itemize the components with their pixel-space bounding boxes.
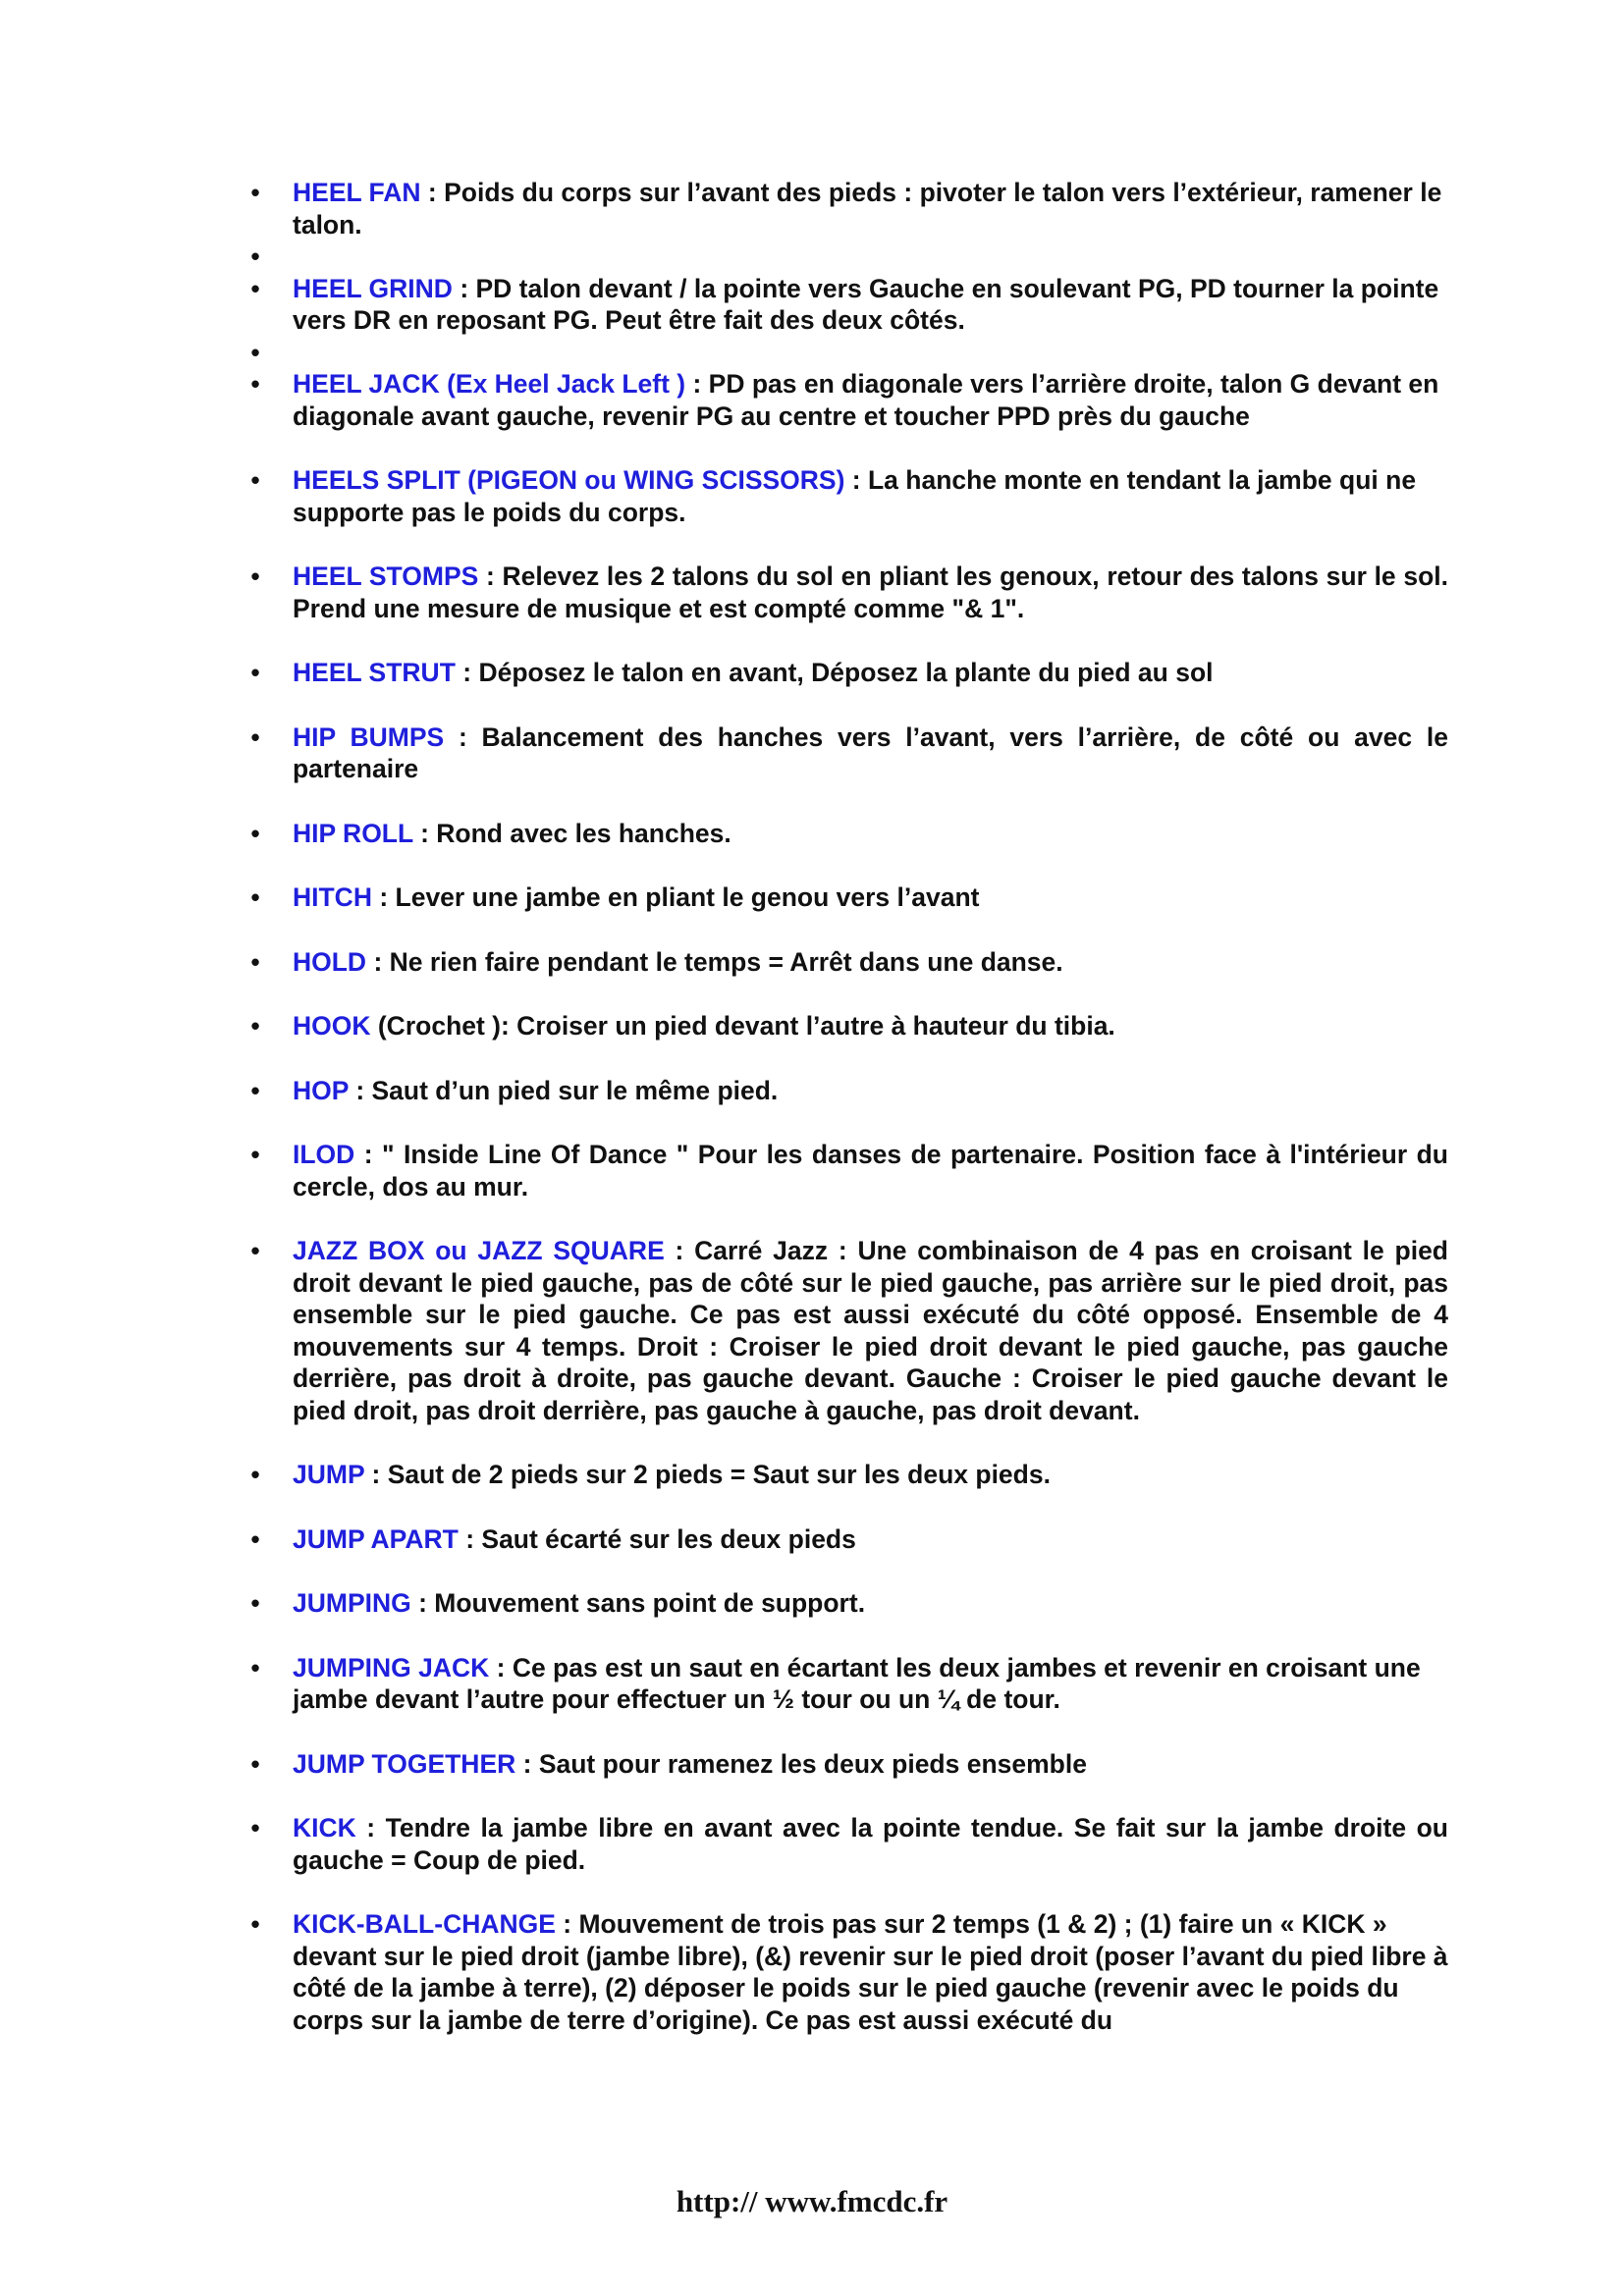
list-item bbox=[245, 273, 1448, 337]
bullet-icon: • bbox=[250, 273, 260, 303]
glossary-definition: : PD pas en diagonale vers l’arrière droite, talon G devant en diagonale avant gauche, revenir PG au centre et toucher PPD près du gauche bbox=[293, 369, 1439, 431]
glossary-term: HIP BUMPS bbox=[293, 721, 445, 752]
glossary-definition: : Relevez les 2 talons du sol en pliant les genoux, retour des talons sur le sol. Prend une mesure de musique et est compté comme "& 1". bbox=[293, 561, 1449, 623]
glossary-term: JAZZ BOX ou JAZZ SQUARE bbox=[293, 1236, 665, 1265]
glossary-definition: : Saut écarté sur les deux pieds bbox=[458, 1523, 856, 1554]
glossary-definition: : Rond avec les hanches. bbox=[412, 818, 731, 848]
glossary-definition: : PD talon devant / la pointe vers Gauche en soulevant PG, PD tourner la pointe vers DR en reposant PG. Peut être fait des deux côtés. bbox=[293, 273, 1439, 335]
list-item bbox=[245, 946, 1448, 979]
list-item bbox=[245, 1908, 1448, 2036]
list-item bbox=[245, 464, 1448, 528]
glossary-term: ILOD bbox=[293, 1140, 355, 1169]
list-item bbox=[245, 1075, 1448, 1107]
glossary-definition: : Saut de 2 pieds sur 2 pieds = Saut sur les deux pieds. bbox=[364, 1460, 1051, 1489]
glossary-definition: : " Inside Line Of Dance " Pour les danses de partenaire. Position face à l'intérieur du cercle, dos au mur. bbox=[293, 1140, 1448, 1201]
list-item bbox=[245, 240, 1448, 273]
bullet-icon: • bbox=[250, 1813, 260, 1842]
glossary-term: JUMP APART bbox=[293, 1523, 459, 1554]
glossary-term: HEEL GRIND bbox=[293, 273, 453, 303]
bullet-icon: • bbox=[250, 1523, 260, 1554]
glossary-term: HEEL STRUT bbox=[293, 658, 456, 687]
glossary-definition: : Ne rien faire pendant le temps = Arrêt dans une danse. bbox=[366, 946, 1063, 977]
glossary-term: HEELS SPLIT (PIGEON ou WING SCISSORS) bbox=[293, 465, 845, 495]
glossary-definition: (Crochet ): Croiser un pied devant l’autre à hauteur du tibia. bbox=[370, 1011, 1115, 1041]
list-item bbox=[245, 1523, 1448, 1556]
bullet-icon: • bbox=[250, 561, 260, 591]
glossary-definition: : Balancement des hanches vers l’avant, vers l’arrière, de côté ou avec le partenaire bbox=[293, 721, 1448, 783]
bullet-icon: • bbox=[250, 1909, 260, 1939]
list-item bbox=[245, 1652, 1448, 1716]
list-item bbox=[245, 818, 1448, 850]
bullet-icon: • bbox=[250, 1460, 260, 1489]
list-item bbox=[245, 1235, 1448, 1426]
bullet-icon: • bbox=[250, 1748, 260, 1779]
glossary-definition: : Déposez le talon en avant, Déposez la plante du pied au sol bbox=[455, 658, 1214, 687]
list-item bbox=[245, 1748, 1448, 1781]
bullet-icon: • bbox=[250, 241, 260, 271]
bullet-icon: • bbox=[250, 1075, 260, 1105]
glossary-term: HEEL STOMPS bbox=[293, 561, 479, 591]
glossary-definition: : Ce pas est un saut en écartant les deux jambes et revenir en croisant une jambe devant l’autre pour effectuer un ½ tour ou un ¼ de tour. bbox=[293, 1652, 1421, 1714]
list-item bbox=[245, 1812, 1448, 1876]
glossary-term: HEEL JACK (Ex Heel Jack Left ) bbox=[293, 369, 686, 399]
glossary-definition: : Mouvement sans point de support. bbox=[410, 1588, 866, 1618]
bullet-icon: • bbox=[250, 1140, 260, 1169]
glossary-definition: : Poids du corps sur l’avant des pieds : pivoter le talon vers l’extérieur, ramener le talon. bbox=[293, 178, 1442, 240]
glossary-term: JUMP TOGETHER bbox=[293, 1748, 516, 1779]
list-item bbox=[245, 881, 1448, 914]
list-item bbox=[245, 1010, 1448, 1042]
list-item bbox=[245, 1587, 1448, 1620]
list-item bbox=[245, 177, 1448, 240]
glossary-definition: : Tendre la jambe libre en avant avec la pointe tendue. Se fait sur la jambe droite ou gauche = Coup de pied. bbox=[293, 1813, 1448, 1875]
footer-url[interactable]: http:// www.fmcdc.fr bbox=[676, 2184, 948, 2218]
list-item bbox=[245, 1139, 1448, 1202]
bullet-icon: • bbox=[250, 818, 260, 848]
glossary-definition: : La hanche monte en tendant la jambe qui ne supporte pas le poids du corps. bbox=[293, 465, 1417, 527]
list-item bbox=[245, 721, 1448, 785]
glossary-definition: : Lever une jambe en pliant le genou vers l’avant bbox=[371, 882, 980, 912]
bullet-icon: • bbox=[250, 721, 260, 752]
glossary-definition: : Carré Jazz : Une combinaison de 4 pas en croisant le pied droit devant le pied gauche, pas de côté sur le pied gauche, pas arrière sur le pied droit, pas ensemble sur le pied gauche. Ce pas est aussi exécuté du côté opposé. Ensemble de 4 mouvements sur 4 temps. Droit : Croiser le pied droit devant le pied gauche, pas gauche derrière, pas droit à droite, pas gauche devant. Gauche : Croiser le pied gauche devant le pied droit, pas droit derrière, pas gauche à gauche, pas droit devant. bbox=[293, 1236, 1448, 1425]
list-item bbox=[245, 368, 1448, 432]
glossary-term: KICK bbox=[293, 1813, 356, 1842]
bullet-icon: • bbox=[250, 1236, 260, 1265]
bullet-icon: • bbox=[250, 337, 260, 367]
bullet-icon: • bbox=[250, 369, 260, 399]
glossary-term: JUMPING bbox=[293, 1588, 411, 1618]
list-item bbox=[245, 1459, 1448, 1491]
bullet-icon: • bbox=[250, 465, 260, 495]
bullet-icon: • bbox=[250, 1011, 260, 1041]
bullet-icon: • bbox=[250, 1652, 260, 1682]
glossary-term: JUMP bbox=[293, 1460, 365, 1489]
glossary-term: HOP bbox=[293, 1075, 349, 1105]
bullet-icon: • bbox=[250, 946, 260, 977]
bullet-icon: • bbox=[250, 178, 260, 207]
bullet-icon: • bbox=[250, 1588, 260, 1618]
bullet-icon: • bbox=[250, 882, 260, 912]
glossary-term: HOOK bbox=[293, 1011, 371, 1041]
glossary-list bbox=[245, 177, 1448, 2036]
glossary-definition: : Mouvement de trois pas sur 2 temps (1 & 2) ; (1) faire un « KICK » devant sur le pied droit (jambe libre), (&) revenir sur le pied droit (poser l’avant du pied libre à côté de la jambe à terre), (2) déposer le poids sur le pied gauche (revenir avec le poids du corps sur la jambe de terre d’origine). Ce pas est aussi exécuté du bbox=[293, 1909, 1448, 2035]
list-item bbox=[245, 337, 1448, 369]
glossary-term: HITCH bbox=[293, 882, 372, 912]
glossary-definition: : Saut d’un pied sur le même pied. bbox=[348, 1075, 779, 1105]
glossary-term: HOLD bbox=[293, 946, 367, 977]
glossary-term: JUMPING JACK bbox=[293, 1652, 490, 1682]
list-item bbox=[245, 657, 1448, 689]
glossary-term: HEEL FAN bbox=[293, 178, 421, 207]
glossary-term: KICK-BALL-CHANGE bbox=[293, 1909, 556, 1939]
list-item bbox=[245, 561, 1448, 624]
glossary-term: HIP ROLL bbox=[293, 818, 413, 848]
glossary-definition: : Saut pour ramenez les deux pieds ensemble bbox=[515, 1748, 1087, 1779]
bullet-icon: • bbox=[250, 658, 260, 687]
